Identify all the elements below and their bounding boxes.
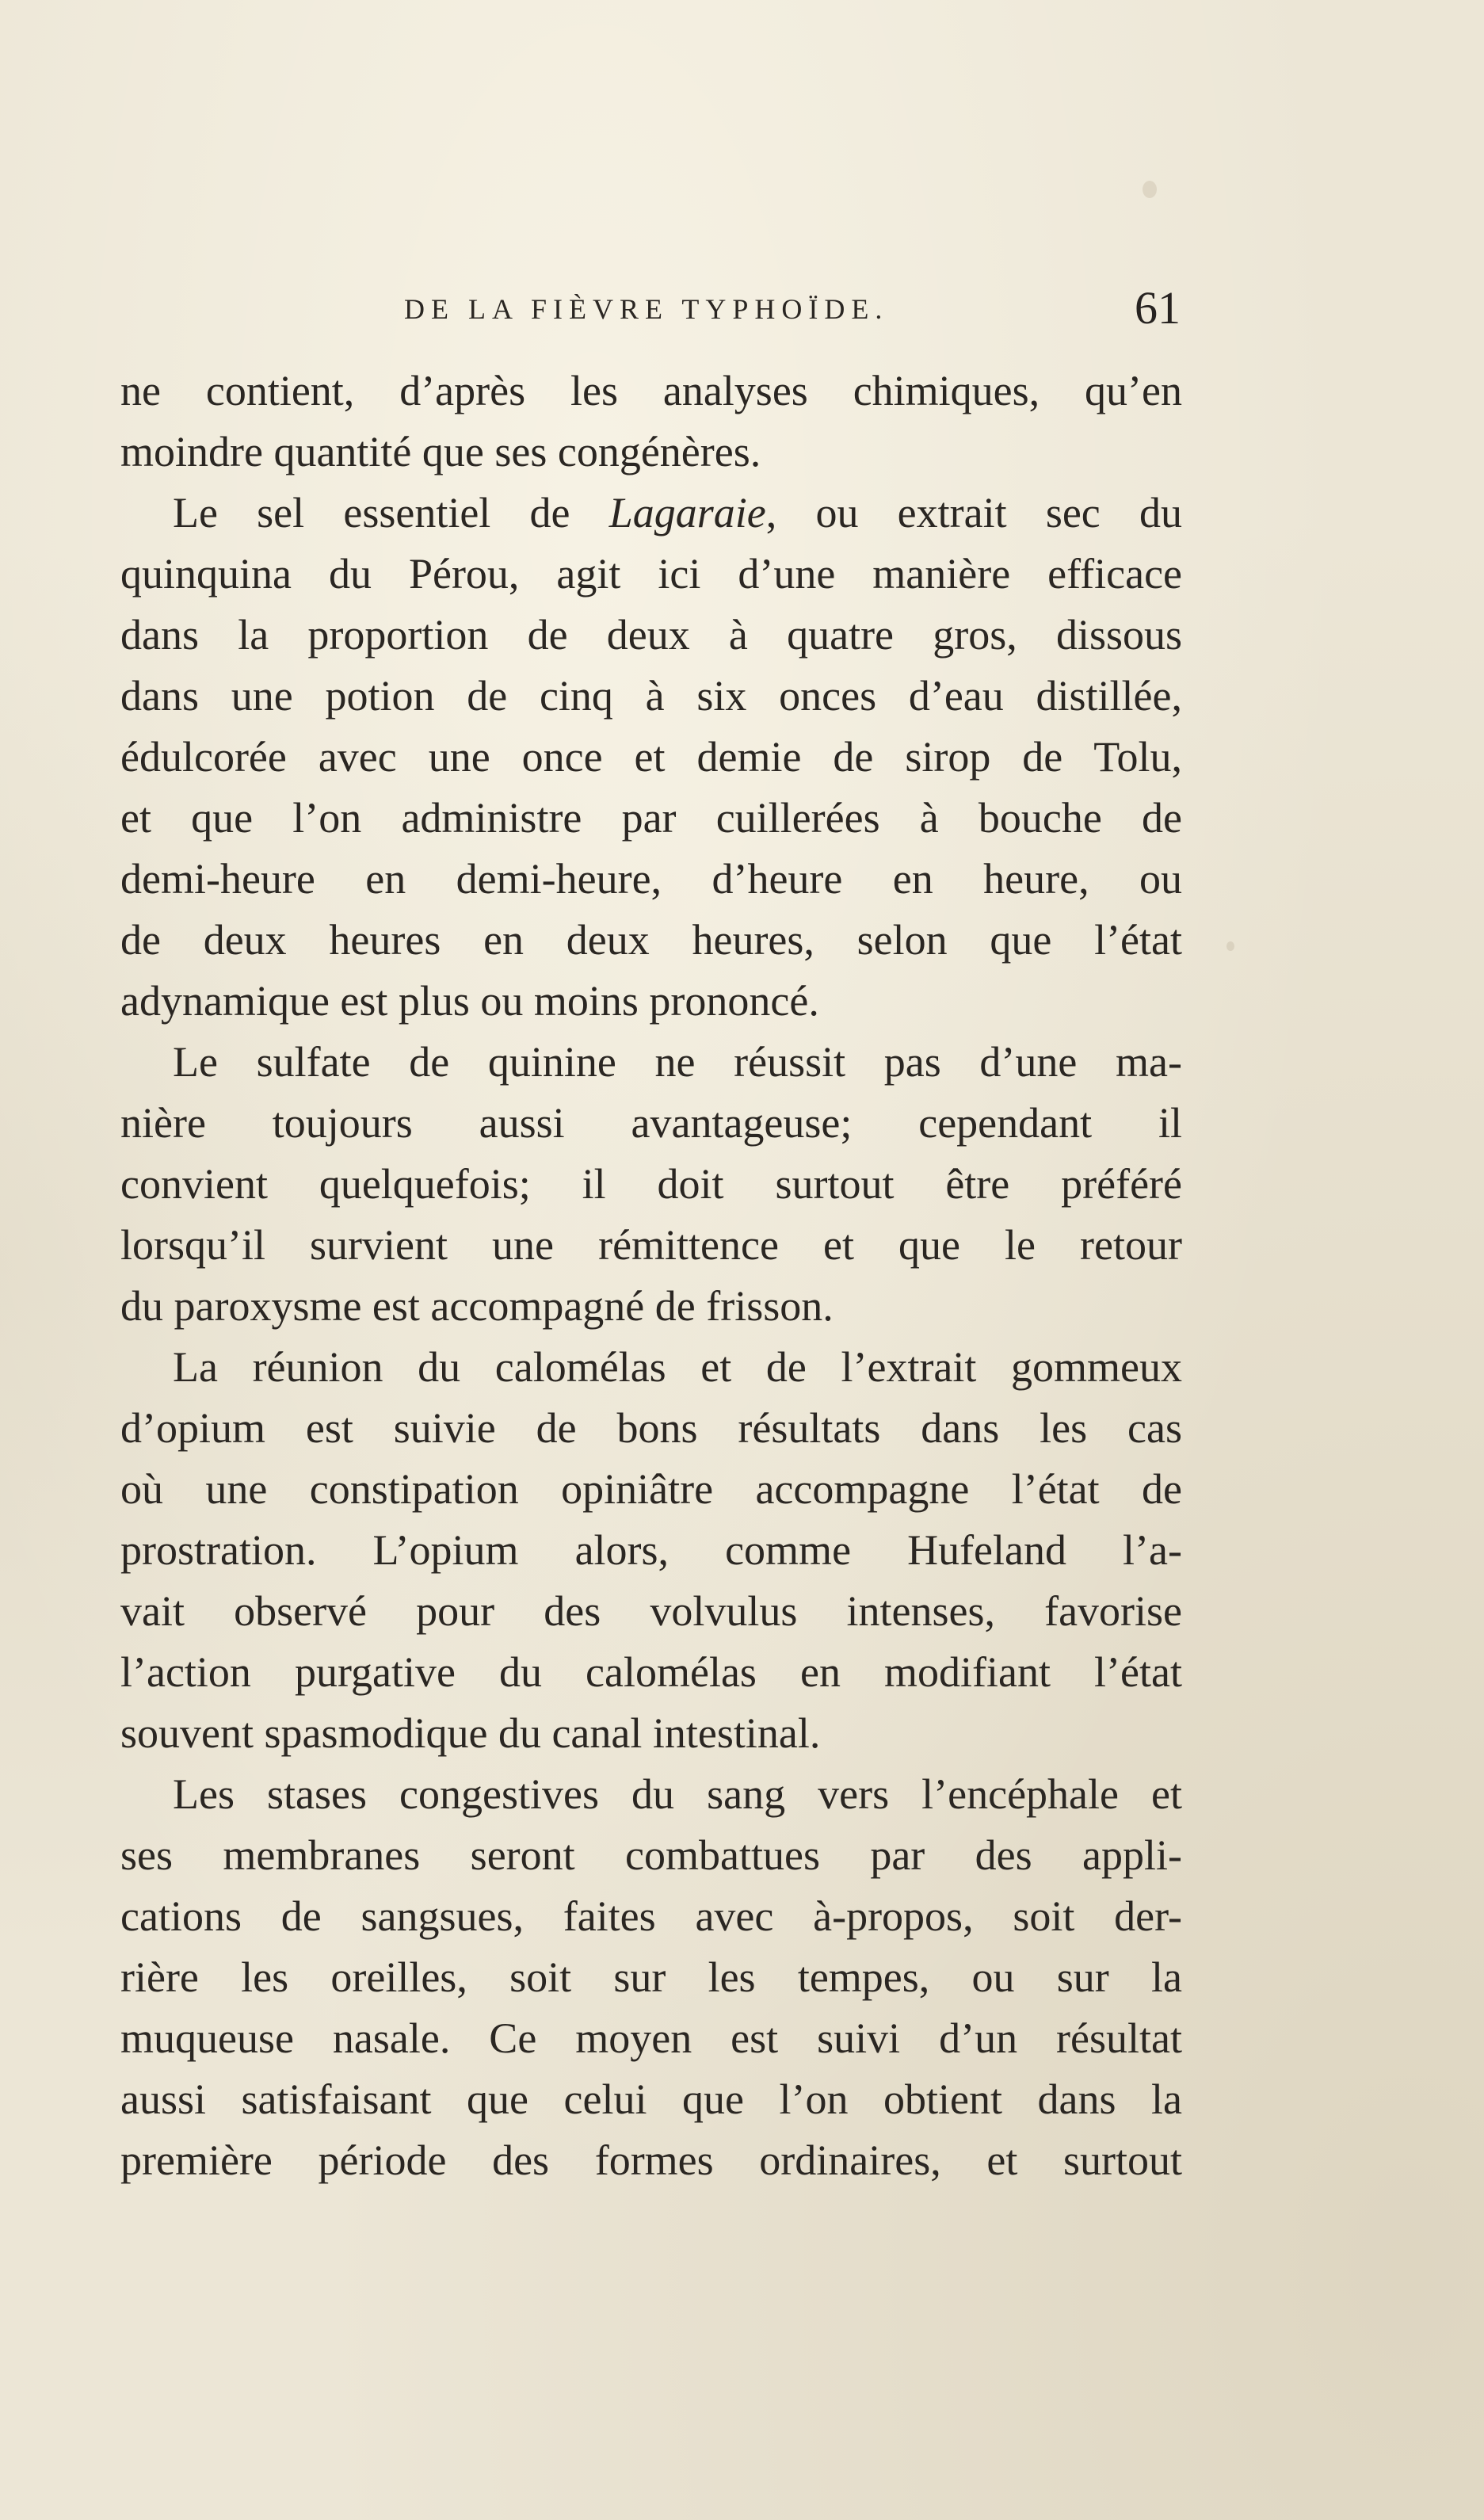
text-line: convient quelquefois; il doit surtout être préféré (120, 1160, 1182, 1208)
running-head (119, 281, 1181, 345)
text-line: prostration. L’opium alors, comme Hufeland l’a- (120, 1526, 1182, 1574)
text-line: dans une potion de cinq à six onces d’eau distillée, (120, 672, 1182, 720)
text-line: vait observé pour des volvulus intenses, favorise (120, 1587, 1182, 1635)
text-line: où une constipation opiniâtre accompagne l’état de (120, 1465, 1182, 1513)
text-line: La réunion du calomélas et de l’extrait gommeux (173, 1343, 1182, 1391)
text-line: Les stases congestives du sang vers l’encéphale et (173, 1770, 1182, 1818)
paper-stain (1226, 941, 1234, 951)
text-line: dans la proportion de deux à quatre gros, dissous (120, 611, 1182, 659)
text-line: nière toujours aussi avantageuse; cependant il (120, 1099, 1182, 1147)
text-line: Le sulfate de quinine ne réussit pas d’une ma- (173, 1038, 1182, 1086)
text-line: cations de sangsues, faites avec à-propos, soit der- (120, 1892, 1182, 1940)
text-line: et que l’on administre par cuillerées à bouche de (120, 794, 1182, 842)
text-line: souvent spasmodique du canal intestinal. (120, 1709, 821, 1757)
text-line: muqueuse nasale. Ce moyen est suivi d’un résultat (120, 2014, 1182, 2062)
text-line: ses membranes seront combattues par des appli- (120, 1831, 1182, 1879)
text-line: édulcorée avec une once et demie de sirop de Tolu, (120, 733, 1182, 781)
text-line (120, 483, 1182, 544)
text-line: du paroxysme est accompagné de frisson. (120, 1282, 834, 1330)
text-line: moindre quantité que ses congénères. (120, 428, 761, 475)
text-run: , ou extrait sec du (765, 489, 1182, 536)
running-title: DE LA FIÈVRE TYPHOÏDE. (404, 293, 889, 325)
text-line: ne contient, d’après les analyses chimiques, qu’en (120, 367, 1182, 414)
text-line: de deux heures en deux heures, selon que l’état (120, 916, 1182, 964)
text-run: Le sel essentiel de (173, 489, 570, 536)
text-line: lorsqu’il survient une rémittence et que le retour (120, 1221, 1182, 1269)
text-line: aussi satisfaisant que celui que l’on obtient dans la (120, 2075, 1182, 2123)
text-line: quinquina du Pérou, agit ici d’une manière efficace (120, 550, 1182, 598)
text-line: demi-heure en demi-heure, d’heure en heure, ou (120, 855, 1182, 903)
text-line: première période des formes ordinaires, et surtout (120, 2136, 1182, 2184)
text-line: d’opium est suivie de bons résultats dans les cas (120, 1404, 1182, 1452)
body-text (120, 361, 1182, 2191)
text-line: adynamique est plus ou moins prononcé. (120, 977, 819, 1025)
italic-name: Lagaraie (608, 489, 766, 536)
text-line: rière les oreilles, soit sur les tempes, ou sur la (120, 1953, 1182, 2001)
paper-stain (1143, 181, 1157, 198)
text-line: l’action purgative du calomélas en modifiant l’état (120, 1648, 1182, 1696)
page-number: 61 (1135, 282, 1181, 334)
